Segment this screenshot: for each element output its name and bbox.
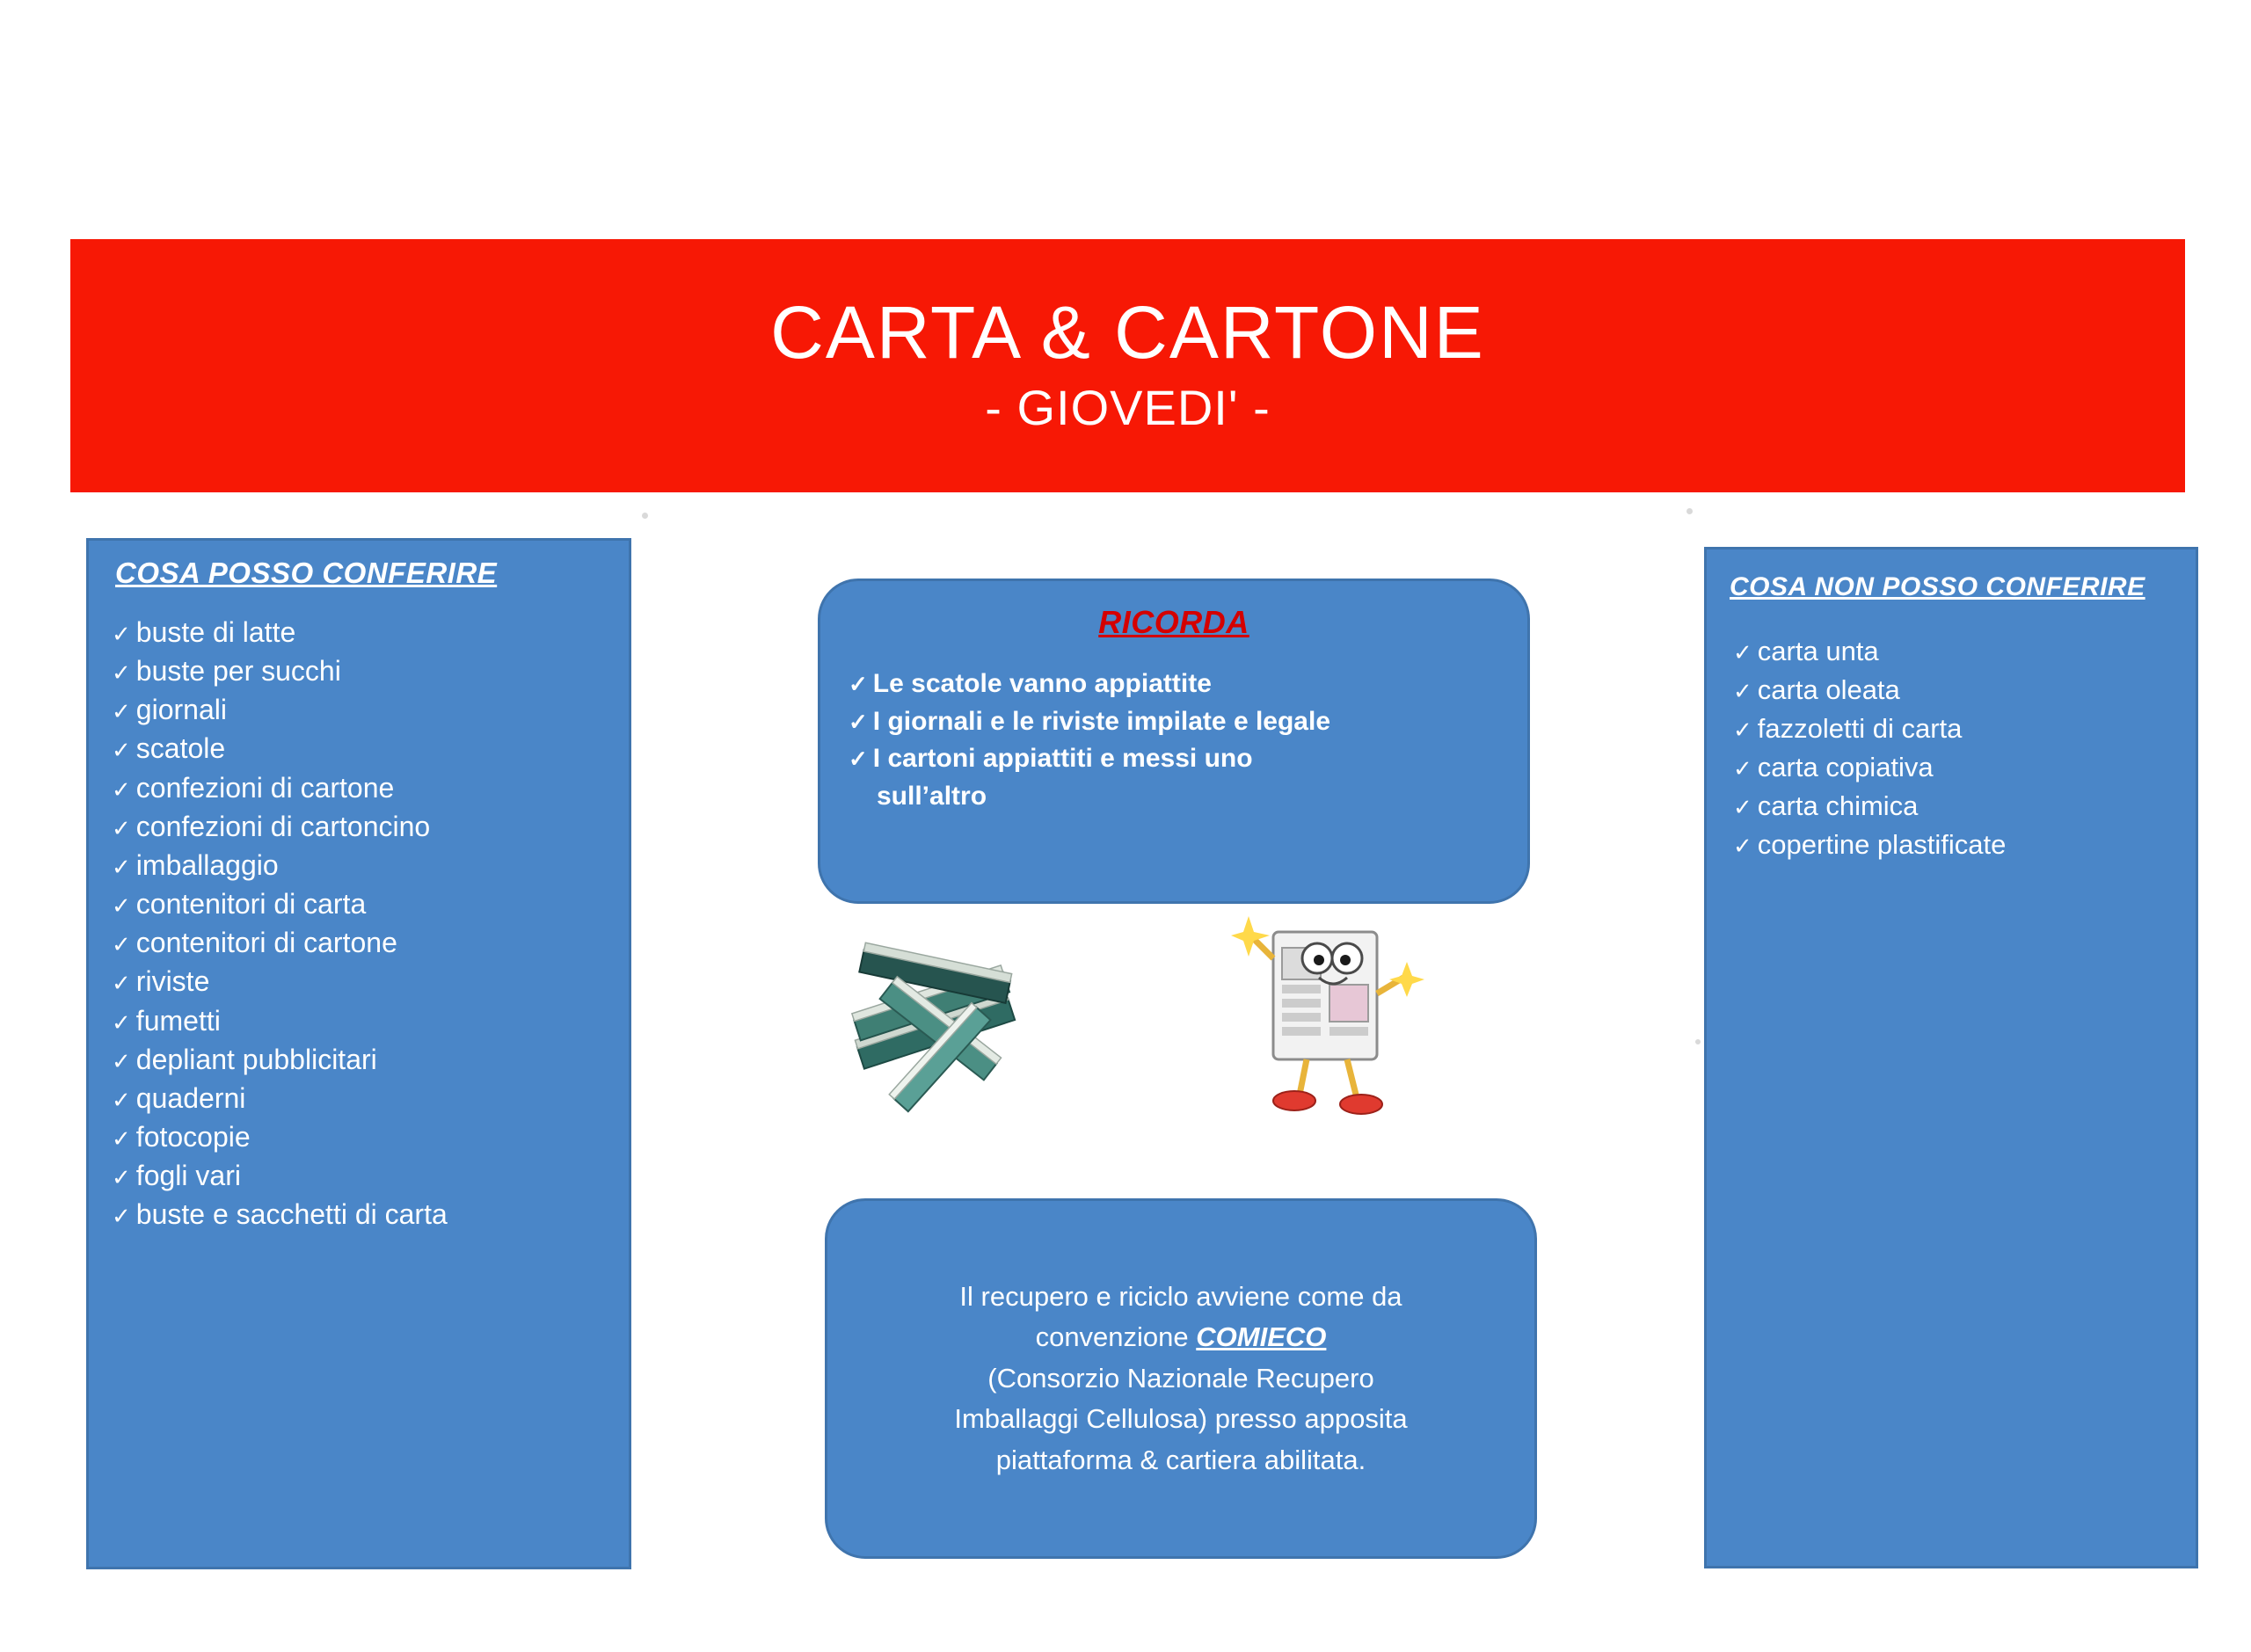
check-icon: ✓ — [1733, 833, 1752, 860]
list-item-label: buste per succhi — [135, 655, 341, 688]
scan-speck — [1695, 1039, 1701, 1044]
check-icon: ✓ — [1733, 794, 1752, 821]
rejected-materials-heading: COSA NON POSSO CONFERIRE — [1730, 572, 2145, 601]
list-item — [112, 1040, 629, 1079]
list-item — [112, 923, 629, 962]
check-icon: ✓ — [1733, 755, 1752, 782]
info-line-5: piattaforma & cartiera abilitata. — [995, 1444, 1366, 1475]
list-item-label: quaderni — [135, 1081, 246, 1114]
list-item-label: depliant pubblicitari — [135, 1043, 377, 1075]
list-item-label: I giornali e le riviste impilate e legale — [872, 706, 1331, 736]
list-item-label: buste e sacchetti di carta — [135, 1198, 448, 1231]
info-line-2-prefix: convenzione — [1035, 1321, 1197, 1353]
check-icon: ✓ — [112, 621, 131, 647]
info-line-3: (Consorzio Nazionale Recupero — [987, 1362, 1374, 1394]
list-item-label: confezioni di cartone — [135, 771, 395, 804]
list-item — [112, 768, 629, 807]
list-item-continuation: sull’altro — [877, 781, 987, 811]
list-item-label: riviste — [135, 965, 210, 998]
list-item — [849, 703, 1527, 741]
check-icon: ✓ — [112, 775, 131, 803]
list-item-label: contenitori di cartone — [135, 927, 397, 959]
list-item — [112, 651, 629, 690]
list-item — [112, 613, 629, 651]
list-item-label: fumetti — [135, 1004, 221, 1037]
list-item — [1733, 826, 2196, 864]
check-icon: ✓ — [112, 853, 131, 880]
list-item-label: buste di latte — [135, 616, 296, 648]
reminder-title: RICORDA — [1098, 604, 1249, 640]
comieco-brand: COMIECO — [1196, 1321, 1327, 1353]
list-item — [849, 666, 1527, 703]
list-item-label: carta chimica — [1757, 790, 1919, 822]
page-title: CARTA & CARTONE — [770, 290, 1485, 374]
check-icon: ✓ — [849, 746, 868, 773]
check-icon: ✓ — [112, 1008, 131, 1036]
list-item-label: giornali — [135, 694, 227, 726]
list-item — [1733, 748, 2196, 787]
header-banner — [70, 239, 2185, 492]
accepted-materials-list — [89, 590, 629, 1234]
check-icon: ✓ — [849, 708, 868, 735]
check-icon: ✓ — [1733, 678, 1752, 705]
list-item-label: contenitori di carta — [135, 888, 367, 921]
newspaper-mascot-icon — [1231, 897, 1424, 1125]
check-icon: ✓ — [112, 1086, 131, 1113]
list-item-label: Le scatole vanno appiattite — [872, 669, 1212, 698]
check-icon: ✓ — [112, 892, 131, 920]
check-icon: ✓ — [112, 659, 131, 687]
list-item-label: copertine plastificate — [1757, 829, 2007, 861]
check-icon: ✓ — [112, 1203, 131, 1230]
list-item-label: fogli vari — [135, 1160, 241, 1192]
list-item — [112, 807, 629, 846]
check-icon: ✓ — [1733, 639, 1752, 666]
info-line-4: Imballaggi Cellulosa) presso apposita — [954, 1403, 1408, 1435]
list-item — [1733, 710, 2196, 748]
check-icon: ✓ — [112, 931, 131, 958]
list-item — [112, 846, 629, 884]
rejected-materials-panel — [1704, 547, 2198, 1568]
check-icon: ✓ — [112, 1164, 131, 1191]
list-item — [112, 884, 629, 923]
list-item-label: scatole — [135, 732, 226, 765]
list-item-label: carta oleata — [1757, 674, 1900, 706]
list-item-label: I cartoni appiattiti e messi uno — [872, 744, 1253, 774]
list-item — [112, 962, 629, 1001]
list-item — [112, 1001, 629, 1040]
list-item-label: fazzoletti di carta — [1757, 713, 1963, 745]
list-item-label: confezioni di cartoncino — [135, 810, 431, 842]
check-icon: ✓ — [112, 737, 131, 764]
rejected-materials-list — [1707, 602, 2196, 864]
info-line-1: Il recupero e riciclo avviene come da — [959, 1280, 1402, 1312]
check-icon: ✓ — [112, 970, 131, 997]
accepted-materials-heading: COSA POSSO CONFERIRE — [115, 557, 498, 589]
list-item-label: carta copiativa — [1757, 752, 1934, 783]
check-icon: ✓ — [112, 1125, 131, 1153]
list-item — [1733, 787, 2196, 826]
list-item-label: carta unta — [1757, 636, 1879, 666]
page-subtitle: - GIOVEDI' - — [985, 380, 1271, 436]
list-item — [849, 778, 1411, 816]
list-item — [112, 729, 629, 768]
scan-speck — [1686, 508, 1693, 514]
list-item — [112, 1195, 629, 1234]
list-item — [112, 690, 629, 729]
info-box — [825, 1198, 1537, 1559]
list-item-label: fotocopie — [135, 1121, 251, 1153]
list-item — [849, 740, 1527, 778]
list-item — [112, 1079, 629, 1117]
reminder-box — [818, 579, 1530, 904]
list-item — [1733, 632, 2196, 671]
check-icon: ✓ — [112, 814, 131, 841]
check-icon: ✓ — [1733, 717, 1752, 744]
list-item — [112, 1156, 629, 1195]
books-icon — [835, 914, 1046, 1117]
check-icon: ✓ — [849, 671, 868, 697]
check-icon: ✓ — [112, 698, 131, 725]
list-item — [1733, 671, 2196, 710]
reminder-list — [820, 641, 1527, 815]
check-icon: ✓ — [112, 1047, 131, 1074]
scan-speck — [642, 513, 648, 519]
list-item-label: imballaggio — [135, 848, 279, 881]
accepted-materials-panel — [86, 538, 631, 1569]
info-box-text — [919, 1277, 1442, 1481]
list-item — [112, 1117, 629, 1156]
